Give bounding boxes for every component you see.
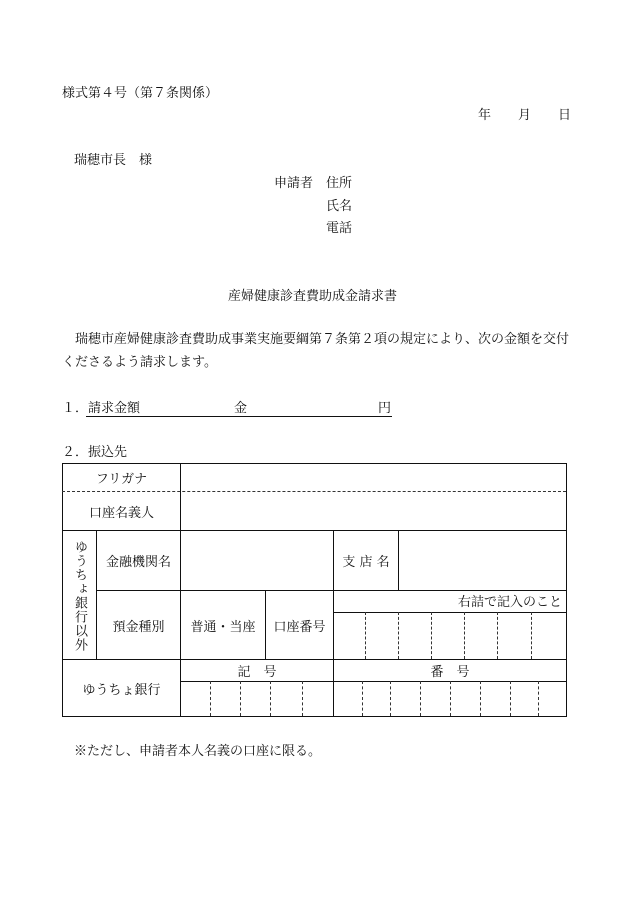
kin-label: 金 (234, 401, 248, 416)
account-holder-field[interactable] (181, 492, 566, 530)
account-number-label: 口座番号 (273, 619, 326, 635)
amount-underline (86, 416, 392, 417)
yen-label: 円 (378, 401, 392, 416)
deposit-type-options[interactable]: 普通・当座 (190, 619, 256, 635)
branch-name-field[interactable] (399, 531, 566, 590)
applicant-label: 申請者 (274, 176, 314, 191)
yucho-bank-label: ゆうちょ銀行 (82, 682, 161, 698)
date-month-label: 月 (518, 108, 532, 123)
addressee: 瑞穂市長 様 (74, 153, 153, 168)
branch-name-label: 支 店 名 (342, 555, 390, 570)
furigana-field[interactable] (181, 464, 566, 491)
date-day-label: 日 (558, 108, 572, 123)
institution-name-label: 金融機関名 (105, 555, 171, 570)
document-title: 産婦健康診査費助成金請求書 (228, 289, 398, 304)
request-amount-label: １．請求金額 (62, 401, 141, 416)
institution-name-field[interactable] (181, 531, 333, 590)
right-align-note: 右詰で記入のこと (457, 595, 562, 610)
form-number: 様式第４号（第７条関係） (62, 86, 219, 101)
deposit-type-label: 預金種別 (112, 619, 165, 635)
account-holder-label: 口座名義人 (88, 505, 154, 521)
kigo-label: 記 号 (237, 665, 277, 680)
applicant-address-label: 住所 (326, 176, 353, 191)
furigana-label: フリガナ (95, 472, 148, 487)
applicant-phone-label: 電話 (326, 221, 353, 236)
footnote: ※ただし、申請者本人名義の口座に限る。 (74, 744, 322, 759)
other-bank-label: ゆうちょ銀行以外 (72, 540, 87, 652)
transfer-destination-label: ２．振込先 (62, 445, 128, 460)
body-text: 瑞穂市産婦健康診査費助成事業実施要綱第７条第２項の規定により、次の金額を交付くださるよう請求します。 (62, 332, 570, 370)
date-year-label: 年 (478, 108, 492, 123)
bango-label: 番 号 (430, 665, 470, 680)
applicant-name-label: 氏名 (326, 199, 353, 214)
